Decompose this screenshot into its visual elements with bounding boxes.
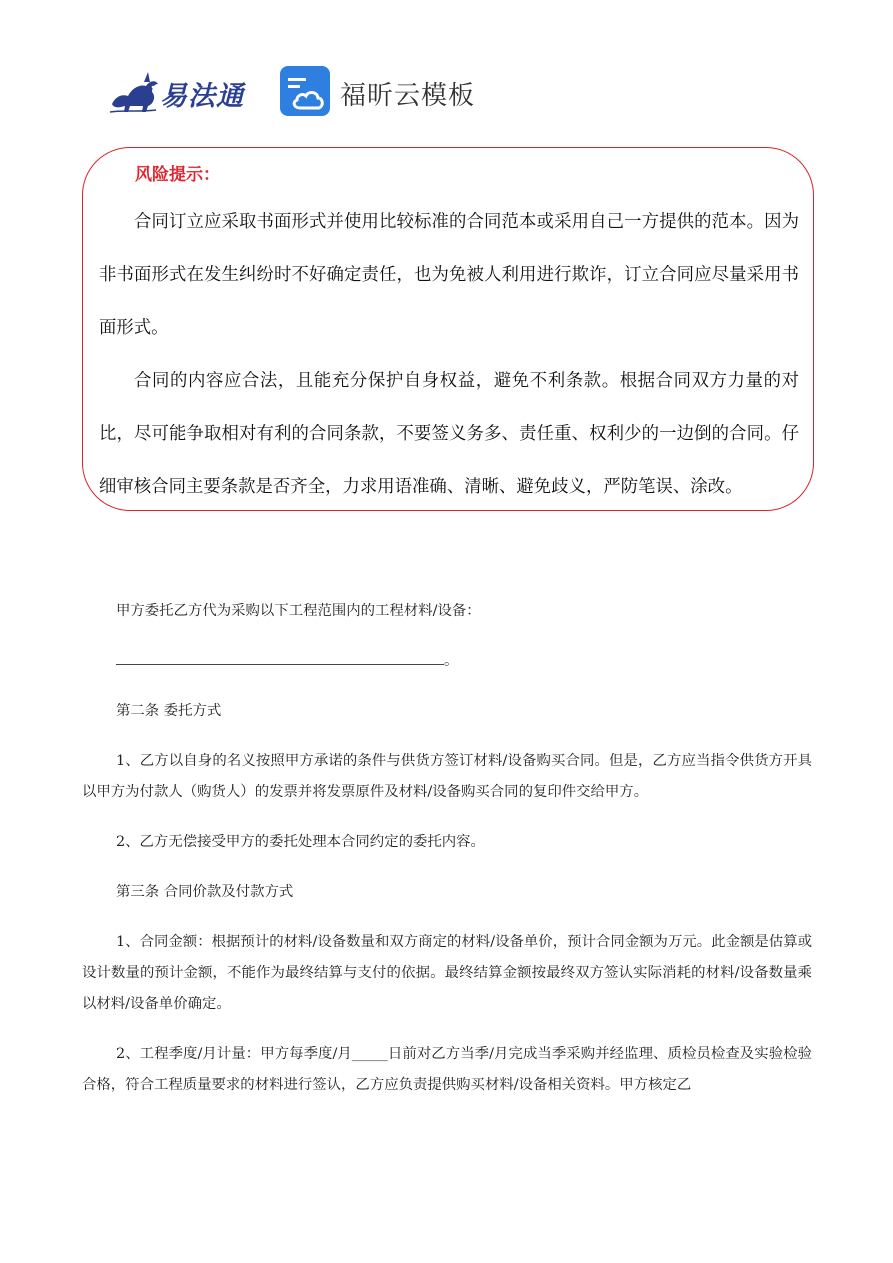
article-3-clause-1: 1、合同金额：根据预计的材料/设备数量和双方商定的材料/设备单价，预计合同金额为万元。此金额是估算或设计数量的预计金额，不能作为最终结算与支付的依据。最终结算金额按最终双方签认实际消耗的材料/设备数量乘以材料/设备单价确定。	[82, 934, 812, 1012]
article-2-clause-2: 2、乙方无偿接受甲方的委托处理本合同约定的委托内容。	[116, 834, 485, 850]
article-3-title: 第三条 合同价款及付款方式	[116, 884, 294, 900]
risk-title: 风险提示：	[135, 165, 220, 185]
risk-paragraph: 合同的内容应合法，且能充分保护自身权益，避免不利条款。根据合同双方力量的对比，尽可能争取相对有利的合同条款，不要签义务多、责任重、权利少的一边倒的合同。仔细审核合同主要条款是否齐全，力求用语准确、清晰、避免歧义，严防笔误、涂改。	[99, 371, 799, 497]
risk-notice-box	[82, 147, 814, 511]
cloud-icon	[280, 66, 330, 116]
contract-body	[82, 596, 812, 1101]
fuxin-logo	[280, 64, 530, 118]
logo2-text: 福昕云模板	[340, 81, 476, 111]
risk-paragraph: 合同订立应采取书面形式并使用比较标准的合同范本或采用自己一方提供的范本。因为非书面形式在发生纠纷时不好确定责任，也为免被人利用进行欺诈，订立合同应尽量采用书面形式。	[99, 212, 799, 338]
fill-blank	[116, 650, 444, 665]
article-2-title: 第二条 委托方式	[116, 703, 222, 719]
blank-line	[82, 646, 812, 677]
blank-end: 。	[444, 653, 459, 669]
yifatong-logo	[106, 66, 266, 116]
qilin-icon	[106, 66, 160, 116]
article-3-clause-2: 2、工程季度/月计量：甲方每季度/月_____日前对乙方当季/月完成当季采购并经监理、质检员检查及实验检验合格，符合工程质量要求的材料进行签认，乙方应负责提供购买材料/设备相关资料。甲方核定乙	[82, 1046, 812, 1093]
risk-body	[99, 196, 799, 514]
logo1-text: 易法通	[160, 81, 244, 112]
header	[106, 62, 526, 122]
intro-paragraph: 甲方委托乙方代为采购以下工程范围内的工程材料/设备：	[116, 603, 481, 619]
article-2-clause-1: 1、乙方以自身的名义按照甲方承诺的条件与供货方签订材料/设备购买合同。但是，乙方应当指令供货方开具以甲方为付款人（购货人）的发票并将发票原件及材料/设备购买合同的复印件交给甲方。	[82, 753, 812, 800]
